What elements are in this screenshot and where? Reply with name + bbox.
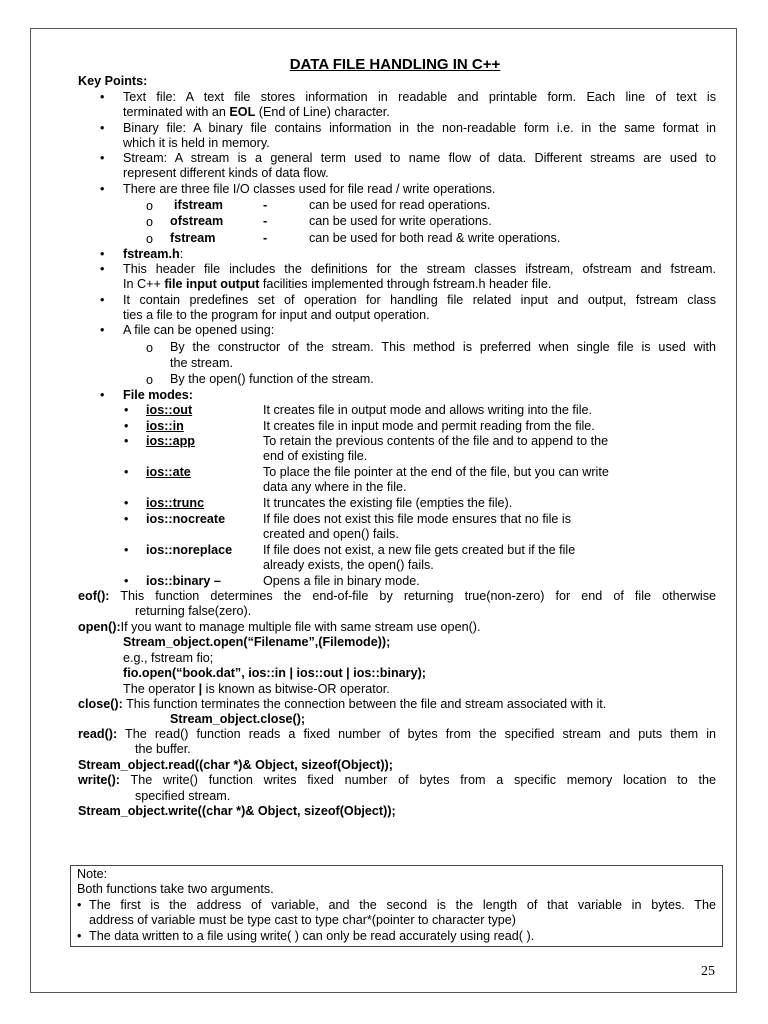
page-number: 25 [701,964,715,979]
mode-desc: created and open() fails. [263,527,399,541]
note-item1-line1: The first is the address of variable, and the second is the length of that variable in bytes. The [89,898,716,912]
key-points-heading: Key Points: [78,74,148,88]
mode-desc: It truncates the existing file (empties the file). [263,496,513,510]
stream-line1: Stream: A stream is a general term used to name flow of data. Different streams are used to [123,151,716,165]
mode-desc: If file does not exist, a new file gets created but if the file [263,543,576,557]
bullet: • [124,434,129,448]
circle-bullet: o [146,215,154,229]
mode-desc: data any where in the file. [263,480,407,494]
dash: - [263,198,268,212]
open-eg: e.g., fstream fio; [123,651,214,665]
text-file-line2: terminated with an EOL (End of Line) character. [123,105,390,119]
circle-bullet: o [146,232,154,246]
circle-bullet: o [146,373,154,387]
bitwise-or-note: The operator | is known as bitwise-OR operator. [123,682,390,696]
circle-bullet: o [146,199,154,213]
class-desc-fstream: can be used for both read & write operations. [309,231,561,245]
mode-name: ios::trunc [146,496,205,510]
mode-name: ios::ate [146,465,191,479]
read-line1: read(): The read() function reads a fixed number of bytes from the specified stream and puts them in [78,727,716,741]
mode-name: ios::app [146,434,195,448]
write-syntax: Stream_object.write((char *)& Object, sizeof(Object)); [78,804,396,818]
open-intro: A file can be opened using: [123,323,275,337]
dash: - [263,231,268,245]
dash: - [263,214,268,228]
mode-desc: If file does not exist this file mode ensures that no file is [263,512,572,526]
class-name-fstream: fstream [170,231,216,245]
bullet: • [100,90,105,104]
circle-bullet: o [146,341,154,355]
read-line2: the buffer. [135,742,191,756]
open-description: open():If you want to manage multiple file with same stream use open(). [78,620,481,634]
eof-line1: eof(): This function determines the end-of-file by returning true(non-zero) for end of file otherwise [78,589,716,603]
bullet: • [124,543,129,557]
open-method-function: By the open() function of the stream. [170,372,374,386]
mode-desc: It creates file in input mode and permit reading from the file. [263,419,595,433]
mode-desc: It creates file in output mode and allows writing into the file. [263,403,593,417]
binary-file-line2: which it is held in memory. [123,136,270,150]
mode-name: ios::noreplace [146,543,233,557]
bullet: • [124,512,129,526]
class-name-ifstream: ifstream [174,198,223,212]
write-line1: write(): The write() function writes fixed number of bytes from a specific memory location to the [78,773,716,787]
open-example: fio.open(“book.dat”, ios::in | ios::out | ios::binary); [123,666,426,680]
open-method-constructor-line1: By the constructor of the stream. This method is preferred when single file is used with [170,340,716,354]
binary-file-line1: Binary file: A binary file contains information in the non-readable form i.e. in the same format in [123,121,716,135]
mode-name: ios::nocreate [146,512,226,526]
mode-desc: end of existing file. [263,449,368,463]
bullet: • [124,465,129,479]
class-desc-ifstream: can be used for read operations. [309,198,491,212]
mode-desc: To place the file pointer at the end of the file, but you can write [263,465,609,479]
class-name-ofstream: ofstream [170,214,224,228]
bullet: • [100,121,105,135]
file-modes-heading: File modes: [123,388,193,402]
bullet: • [100,388,105,402]
predefines-line1: It contain predefines set of operation for handling file related input and output, fstream class [123,293,716,307]
bullet: • [100,151,105,165]
bullet: • [124,496,129,510]
page-title: DATA FILE HANDLING IN C++ [289,56,501,73]
bullet: • [124,419,129,433]
read-syntax: Stream_object.read((char *)& Object, sizeof(Object)); [78,758,393,772]
predefines-line2: ties a file to the program for input and output operation. [123,308,430,322]
text-file-line1: Text file: A text file stores information in readable and printable form. Each line of text is [123,90,716,104]
bullet: • [124,403,129,417]
open-method-constructor-line2: the stream. [170,356,233,370]
note-item1-line2: address of variable must be type cast to type char*(pointer to character type) [89,913,517,927]
close-description: close(): This function terminates the connection between the file and stream associated with it. [78,697,607,711]
bullet: • [124,574,129,588]
eof-line2: returning false(zero). [135,604,252,618]
write-line2: specified stream. [135,789,231,803]
io-classes-intro: There are three file I/O classes used for file read / write operations. [123,182,496,196]
note-title: Note: [77,867,108,881]
bullet: • [100,262,105,276]
bullet: • [77,898,82,912]
mode-name: ios::binary – [146,574,221,588]
bullet: • [100,247,105,261]
header-file-line2: In C++ file input output facilities implemented through fstream.h header file. [123,277,552,291]
note-line1: Both functions take two arguments. [77,882,274,896]
close-syntax: Stream_object.close(); [170,712,306,726]
fstream-h-heading: fstream.h: [123,247,184,261]
bullet: • [77,929,82,943]
class-desc-ofstream: can be used for write operations. [309,214,492,228]
bullet: • [100,293,105,307]
bullet: • [100,323,105,337]
mode-name: ios::out [146,403,193,417]
header-file-line1: This header file includes the definitions for the stream classes ifstream, ofstream and fstream. [123,262,716,276]
note-item2: The data written to a file using write( ) can only be read accurately using read( ). [89,929,535,943]
mode-desc: already exists, the open() fails. [263,558,434,572]
stream-line2: represent different kinds of data flow. [123,166,329,180]
mode-desc: To retain the previous contents of the file and to append to the [263,434,609,448]
open-syntax: Stream_object.open(“Filename”,(Filemode)); [123,635,391,649]
mode-name: ios::in [146,419,184,433]
mode-desc: Opens a file in binary mode. [263,574,420,588]
bullet: • [100,182,105,196]
